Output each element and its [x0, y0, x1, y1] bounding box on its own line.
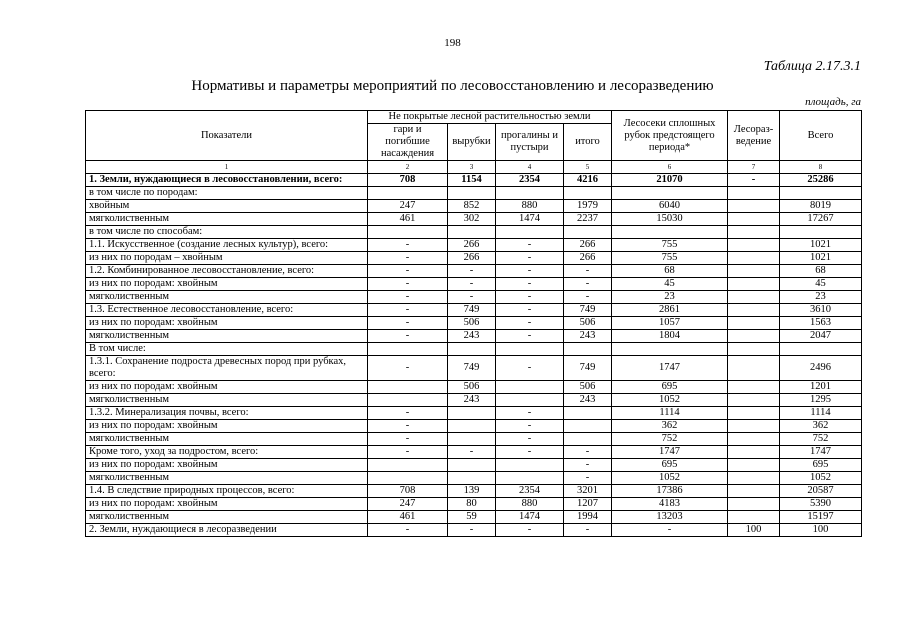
- row-cell: [728, 498, 780, 511]
- column-number: 4: [496, 161, 564, 174]
- row-cell: [564, 433, 612, 446]
- row-cell: 1052: [780, 472, 862, 485]
- row-cell: 59: [448, 511, 496, 524]
- row-cell: 139: [448, 485, 496, 498]
- row-cell: [496, 226, 564, 239]
- row-cell: -: [496, 524, 564, 537]
- row-cell: -: [564, 459, 612, 472]
- row-cell: [728, 291, 780, 304]
- row-cell: 506: [448, 317, 496, 330]
- row-cell: 2047: [780, 330, 862, 343]
- column-number: 8: [780, 161, 862, 174]
- row-cell: [448, 343, 496, 356]
- row-label: из них по породам: хвойным: [86, 420, 368, 433]
- row-cell: [728, 265, 780, 278]
- row-cell: 45: [780, 278, 862, 291]
- row-cell: -: [496, 330, 564, 343]
- row-cell: 695: [612, 459, 728, 472]
- row-cell: 13203: [612, 511, 728, 524]
- row-cell: 68: [612, 265, 728, 278]
- row-cell: -: [496, 291, 564, 304]
- row-cell: [728, 252, 780, 265]
- row-cell: 243: [448, 394, 496, 407]
- row-cell: -: [496, 317, 564, 330]
- row-cell: -: [368, 317, 448, 330]
- column-number: 6: [612, 161, 728, 174]
- row-cell: 1747: [612, 356, 728, 381]
- row-label: 1.2. Комбинированное лесовосстановление, всего:: [86, 265, 368, 278]
- row-label: из них по породам: хвойным: [86, 381, 368, 394]
- row-cell: [728, 356, 780, 381]
- table-row: [86, 511, 862, 524]
- row-cell: 1474: [496, 213, 564, 226]
- row-cell: [448, 433, 496, 446]
- row-cell: [564, 187, 612, 200]
- row-cell: 1207: [564, 498, 612, 511]
- row-cell: 8019: [780, 200, 862, 213]
- header-subtotal: итого: [564, 124, 612, 161]
- row-cell: 247: [368, 200, 448, 213]
- row-cell: 266: [448, 239, 496, 252]
- row-label: 2. Земли, нуждающиеся в лесоразведении: [86, 524, 368, 537]
- header-glades: прогалины и пустыри: [496, 124, 564, 161]
- row-cell: -: [564, 278, 612, 291]
- header-afforestation: Лесораз-ведение: [728, 111, 780, 161]
- document-title: Нормативы и параметры мероприятий по лесовосстановлению и лесоразведению: [191, 78, 714, 94]
- row-cell: 749: [564, 356, 612, 381]
- page-number: 198: [444, 37, 461, 49]
- table-row: [86, 252, 862, 265]
- row-cell: 302: [448, 213, 496, 226]
- row-cell: [728, 420, 780, 433]
- row-cell: -: [564, 291, 612, 304]
- table-row: [86, 433, 862, 446]
- row-cell: [448, 187, 496, 200]
- row-label: мягколиственным: [86, 472, 368, 485]
- reforestation-table: [85, 110, 862, 537]
- row-cell: [448, 472, 496, 485]
- row-cell: -: [564, 446, 612, 459]
- row-cell: [728, 407, 780, 420]
- row-cell: [368, 343, 448, 356]
- row-label: 1. Земли, нуждающиеся в лесовосстановлении, всего:: [86, 174, 368, 187]
- table-row: [86, 420, 862, 433]
- row-cell: 1563: [780, 317, 862, 330]
- row-cell: [728, 394, 780, 407]
- row-cell: -: [496, 446, 564, 459]
- row-cell: [728, 200, 780, 213]
- row-cell: 506: [448, 381, 496, 394]
- row-cell: 506: [564, 381, 612, 394]
- row-cell: -: [368, 433, 448, 446]
- row-cell: 23: [780, 291, 862, 304]
- row-cell: 243: [564, 394, 612, 407]
- row-cell: [564, 420, 612, 433]
- row-cell: 1057: [612, 317, 728, 330]
- row-cell: 3610: [780, 304, 862, 317]
- table-row: [86, 394, 862, 407]
- row-cell: 17267: [780, 213, 862, 226]
- row-cell: 1021: [780, 252, 862, 265]
- row-cell: -: [368, 524, 448, 537]
- row-cell: 1052: [612, 394, 728, 407]
- row-cell: [728, 485, 780, 498]
- row-label: хвойным: [86, 200, 368, 213]
- row-cell: 266: [448, 252, 496, 265]
- table-row: [86, 343, 862, 356]
- row-cell: [496, 459, 564, 472]
- row-cell: -: [368, 265, 448, 278]
- row-label: в том числе по породам:: [86, 187, 368, 200]
- row-label: В том числе:: [86, 343, 368, 356]
- table-row: [86, 330, 862, 343]
- row-cell: [728, 278, 780, 291]
- row-cell: [728, 330, 780, 343]
- row-cell: 17386: [612, 485, 728, 498]
- row-cell: 3201: [564, 485, 612, 498]
- row-label: мягколиственным: [86, 330, 368, 343]
- row-cell: 755: [612, 252, 728, 265]
- row-cell: 1804: [612, 330, 728, 343]
- row-label: из них по породам: хвойным: [86, 278, 368, 291]
- row-cell: -: [368, 252, 448, 265]
- row-cell: -: [564, 472, 612, 485]
- row-cell: [564, 343, 612, 356]
- row-cell: [612, 187, 728, 200]
- row-cell: [448, 420, 496, 433]
- header-total: Всего: [780, 111, 862, 161]
- row-cell: 2237: [564, 213, 612, 226]
- row-cell: 2354: [496, 485, 564, 498]
- row-cell: [728, 226, 780, 239]
- row-cell: -: [368, 291, 448, 304]
- row-label: мягколиственным: [86, 213, 368, 226]
- row-cell: 4216: [564, 174, 612, 187]
- row-cell: 266: [564, 252, 612, 265]
- row-label: 1.3.2. Минерализация почвы, всего:: [86, 407, 368, 420]
- row-cell: [368, 226, 448, 239]
- table-row: [86, 317, 862, 330]
- row-cell: 100: [728, 524, 780, 537]
- row-label: из них по породам: хвойным: [86, 459, 368, 472]
- table-row: [86, 265, 862, 278]
- row-cell: 1021: [780, 239, 862, 252]
- row-cell: [780, 343, 862, 356]
- table-row: [86, 381, 862, 394]
- row-cell: -: [564, 265, 612, 278]
- row-cell: 749: [448, 304, 496, 317]
- header-clear-cut: Лесосеки сплошных рубок предстоящего периода*: [612, 111, 728, 161]
- row-cell: 100: [780, 524, 862, 537]
- row-cell: 243: [564, 330, 612, 343]
- row-label: мягколиственным: [86, 394, 368, 407]
- row-cell: -: [368, 407, 448, 420]
- table-row: [86, 239, 862, 252]
- row-cell: 461: [368, 511, 448, 524]
- row-cell: 880: [496, 200, 564, 213]
- row-cell: 749: [448, 356, 496, 381]
- row-cell: [728, 381, 780, 394]
- row-cell: 1154: [448, 174, 496, 187]
- row-cell: 708: [368, 485, 448, 498]
- row-cell: [728, 511, 780, 524]
- row-cell: 1114: [780, 407, 862, 420]
- row-cell: [780, 187, 862, 200]
- header-burned: гари и погибшие насаждения: [368, 124, 448, 161]
- row-cell: [780, 226, 862, 239]
- row-cell: [728, 343, 780, 356]
- column-number: 1: [86, 161, 368, 174]
- row-label: мягколиственным: [86, 291, 368, 304]
- row-cell: -: [496, 278, 564, 291]
- row-cell: 20587: [780, 485, 862, 498]
- row-cell: 21070: [612, 174, 728, 187]
- row-cell: -: [368, 446, 448, 459]
- row-cell: [368, 472, 448, 485]
- row-cell: [728, 187, 780, 200]
- row-cell: [564, 407, 612, 420]
- row-cell: 45: [612, 278, 728, 291]
- row-cell: 749: [564, 304, 612, 317]
- row-cell: [448, 407, 496, 420]
- row-cell: 880: [496, 498, 564, 511]
- column-number: 7: [728, 161, 780, 174]
- row-cell: 15197: [780, 511, 862, 524]
- row-cell: -: [496, 420, 564, 433]
- row-label: из них по породам: хвойным: [86, 317, 368, 330]
- row-label: в том числе по способам:: [86, 226, 368, 239]
- row-cell: 1114: [612, 407, 728, 420]
- row-cell: [728, 446, 780, 459]
- row-cell: 80: [448, 498, 496, 511]
- unit-label: площадь, га: [805, 96, 861, 108]
- table-row: [86, 524, 862, 537]
- row-cell: 1747: [612, 446, 728, 459]
- row-cell: 695: [612, 381, 728, 394]
- row-label: из них по породам – хвойным: [86, 252, 368, 265]
- row-cell: 1474: [496, 511, 564, 524]
- row-cell: 506: [564, 317, 612, 330]
- row-cell: [496, 187, 564, 200]
- row-cell: -: [368, 239, 448, 252]
- header-indicators: Показатели: [86, 111, 368, 161]
- table-row: [86, 226, 862, 239]
- row-cell: 1052: [612, 472, 728, 485]
- row-cell: 23: [612, 291, 728, 304]
- row-cell: 15030: [612, 213, 728, 226]
- table-row: [86, 278, 862, 291]
- row-cell: -: [448, 291, 496, 304]
- row-cell: -: [368, 330, 448, 343]
- row-cell: 2496: [780, 356, 862, 381]
- row-cell: -: [368, 304, 448, 317]
- row-cell: -: [368, 356, 448, 381]
- row-cell: [728, 459, 780, 472]
- row-cell: [728, 239, 780, 252]
- table-row: [86, 174, 862, 187]
- row-cell: 2861: [612, 304, 728, 317]
- row-label: Кроме того, уход за подростом, всего:: [86, 446, 368, 459]
- table-row: [86, 407, 862, 420]
- row-label: 1.4. В следствие природных процессов, всего:: [86, 485, 368, 498]
- row-cell: -: [564, 524, 612, 537]
- row-cell: 68: [780, 265, 862, 278]
- row-cell: [496, 381, 564, 394]
- row-cell: -: [728, 174, 780, 187]
- table-row: [86, 187, 862, 200]
- row-cell: [728, 317, 780, 330]
- row-cell: [368, 187, 448, 200]
- column-number: 5: [564, 161, 612, 174]
- row-label: 1.1. Искусственное (создание лесных культур), всего:: [86, 239, 368, 252]
- row-cell: 243: [448, 330, 496, 343]
- row-cell: -: [496, 356, 564, 381]
- row-cell: [728, 213, 780, 226]
- row-cell: -: [368, 420, 448, 433]
- row-cell: [564, 226, 612, 239]
- table-row: [86, 485, 862, 498]
- row-cell: 5390: [780, 498, 862, 511]
- row-cell: [612, 343, 728, 356]
- row-cell: [496, 472, 564, 485]
- row-cell: 247: [368, 498, 448, 511]
- table-row: [86, 472, 862, 485]
- row-cell: [496, 343, 564, 356]
- row-cell: 362: [612, 420, 728, 433]
- table-row: [86, 213, 862, 226]
- table-row: [86, 498, 862, 511]
- row-cell: -: [496, 239, 564, 252]
- row-cell: [368, 394, 448, 407]
- row-cell: 1295: [780, 394, 862, 407]
- row-label: мягколиственным: [86, 433, 368, 446]
- row-cell: 362: [780, 420, 862, 433]
- row-cell: 1994: [564, 511, 612, 524]
- row-cell: 461: [368, 213, 448, 226]
- row-label: 1.3. Естественное лесовосстановление, всего:: [86, 304, 368, 317]
- row-cell: 752: [612, 433, 728, 446]
- table-row: [86, 291, 862, 304]
- table-row: [86, 304, 862, 317]
- header-uncovered-lands: Не покрытые лесной растительностью земли: [368, 111, 612, 124]
- row-cell: 25286: [780, 174, 862, 187]
- table-row: [86, 200, 862, 213]
- row-cell: [728, 433, 780, 446]
- table-row: [86, 446, 862, 459]
- row-cell: -: [496, 433, 564, 446]
- row-cell: [496, 394, 564, 407]
- row-cell: [728, 472, 780, 485]
- row-cell: 1201: [780, 381, 862, 394]
- row-cell: -: [496, 252, 564, 265]
- table-row: [86, 459, 862, 472]
- row-label: мягколиственным: [86, 511, 368, 524]
- row-cell: -: [448, 278, 496, 291]
- row-cell: 6040: [612, 200, 728, 213]
- row-cell: 752: [780, 433, 862, 446]
- row-cell: 4183: [612, 498, 728, 511]
- row-label: 1.3.1. Сохранение подроста древесных пород при рубках, всего:: [86, 356, 368, 381]
- row-cell: -: [496, 304, 564, 317]
- column-number: 3: [448, 161, 496, 174]
- row-cell: [612, 226, 728, 239]
- row-cell: -: [612, 524, 728, 537]
- row-label: из них по породам: хвойным: [86, 498, 368, 511]
- row-cell: 695: [780, 459, 862, 472]
- row-cell: [448, 459, 496, 472]
- row-cell: 266: [564, 239, 612, 252]
- row-cell: -: [448, 524, 496, 537]
- row-cell: -: [448, 265, 496, 278]
- table-id: Таблица 2.17.3.1: [763, 59, 861, 74]
- row-cell: 1747: [780, 446, 862, 459]
- row-cell: -: [496, 265, 564, 278]
- column-number-row: [86, 161, 862, 174]
- header-cuttings: вырубки: [448, 124, 496, 161]
- row-cell: -: [496, 407, 564, 420]
- table-body: [86, 174, 862, 537]
- row-cell: 708: [368, 174, 448, 187]
- row-cell: [368, 381, 448, 394]
- row-cell: 2354: [496, 174, 564, 187]
- row-cell: -: [368, 278, 448, 291]
- column-number: 2: [368, 161, 448, 174]
- row-cell: 755: [612, 239, 728, 252]
- row-cell: 1979: [564, 200, 612, 213]
- row-cell: [728, 304, 780, 317]
- row-cell: -: [448, 446, 496, 459]
- table-row: [86, 356, 862, 381]
- row-cell: 852: [448, 200, 496, 213]
- row-cell: [448, 226, 496, 239]
- row-cell: [368, 459, 448, 472]
